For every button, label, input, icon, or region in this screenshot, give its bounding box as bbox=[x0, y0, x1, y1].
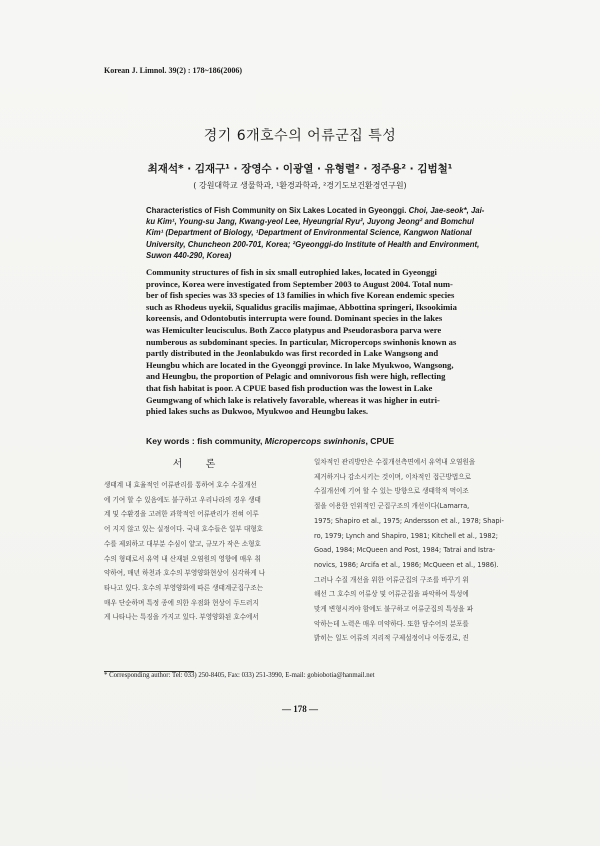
english-authors-3: Kim¹ bbox=[146, 228, 164, 238]
body-line: 어 지지 않고 있는 실정이다. 국내 호수들은 일부 대형호 bbox=[104, 525, 263, 534]
paper-title-korean: 경기 6개호수의 어류군집 특성 bbox=[203, 128, 397, 144]
section-heading-introduction: 서 론 bbox=[172, 459, 226, 470]
abstract bbox=[146, 267, 496, 418]
body-line: Goad, 1984; McQueen and Post, 1984; Tatrai and Istra- bbox=[314, 546, 496, 555]
body-line: 게 나타나는 특징을 가지고 있다. 부영양화된 호수에서 bbox=[104, 613, 259, 622]
abstract-line: Geumgwang of which lake is relatively favorable, whereas it was higher in eutri- bbox=[146, 394, 440, 405]
body-line: 수질개선에 기여 할 수 있는 방향으로 생태학적 먹이조 bbox=[314, 487, 469, 496]
abstract-line: such as Rhodeus uyekii, Squalidus gracilis majimae, Abbottina springeri, Iksookimia bbox=[146, 301, 457, 312]
english-title-line-3 bbox=[146, 227, 496, 238]
body-line: 제거하거나 감소시키는 것이며, 이차적인 접근방법으로 bbox=[314, 472, 471, 481]
abstract-line: phied lakes suchs as Dukwoo, Myukwoo and Heungbu lakes. bbox=[146, 406, 369, 417]
body-line: 밝히는 일도 어류의 지리적 구제설정이나 이동경로, 진 bbox=[314, 634, 469, 643]
body-line: 수를 제외하고 대부분 수심이 얕고, 규모가 작은 소형호 bbox=[104, 539, 261, 548]
body-line: 수의 형태로서 유역 내 산재된 오염원의 영향에 매우 취 bbox=[104, 554, 261, 563]
journal-reference: Korean J. Limnol. 39(2) : 178~186(2006) bbox=[104, 66, 243, 75]
body-line: 맞게 변형시켜야 함에도 불구하고 어류군집의 특성을 파 bbox=[314, 605, 474, 614]
body-line: 타나고 있다. 호수의 부영양화에 따른 생태계군집구조는 bbox=[104, 583, 264, 592]
body-line: 절을 이용한 인위적인 군집구조의 개선이다(Lamarra, bbox=[314, 502, 470, 511]
body-line: novics, 1986; Arcifa et al., 1986; McQueen et al., 1986). bbox=[314, 560, 499, 569]
english-paper-title: Characteristics of Fish Community on Six Lakes Located in Gyeonggi. bbox=[146, 206, 407, 215]
english-authors-1: Choi, Jae-seok*, Jai- bbox=[408, 206, 485, 215]
english-authors-2: ku Kim¹, Young-su Jang, Kwang-yeol Lee, Hyeungrial Ryu², Juyong Jeong² and Bomchul bbox=[146, 217, 474, 227]
body-line: 생태계 내 효율적인 어류관리를 통하여 호수 수질개선 bbox=[104, 481, 257, 489]
english-affiliation-3: Suwon 440-290, Korea) bbox=[146, 250, 232, 260]
body-line: 일차적인 관리방안은 수질개선측면에서 유역내 오염원을 bbox=[314, 458, 476, 466]
keywords bbox=[146, 436, 496, 446]
corresponding-author-footnote: * Corresponding author: Tel: 033) 250-8405, Fax: 033) 251-3990, E-mail: gobiobotia@hanmail.net bbox=[104, 672, 375, 679]
body-line: 악하는데 노력은 매우 미약하다. 또한 담수어의 분포를 bbox=[314, 619, 469, 628]
keywords-label: Key words : fish community, bbox=[146, 436, 265, 446]
body-line: 매우 단순하며 특정 종에 의한 우점화 현상이 두드러지 bbox=[104, 598, 259, 607]
abstract-line: partly distributed in the Jeonlabukdo was first recorded in Lake Wangsong and bbox=[146, 348, 439, 359]
body-line: 약하여, 매년 하천과 호수의 부영양화현상이 심각하게 나 bbox=[104, 569, 266, 578]
abstract-line: province, Korea were investigated from September 2003 to August 2004. Total num- bbox=[146, 278, 453, 289]
abstract-line: ber of fish species was 33 species of 13 families in which five Korean endemic species bbox=[146, 290, 455, 301]
body-line: 해선 그 호수의 어류상 및 어류군집을 파악하여 특성에 bbox=[314, 590, 469, 599]
page-number: — 178 — bbox=[282, 704, 318, 714]
english-affiliation-2: University, Chuncheon 200-701, Korea; ²Gyeonggi-do Institute of Health and Environment, bbox=[146, 239, 480, 249]
abstract-line: that fish habitat is poor. A CPUE based fish production was the lowest in Lake bbox=[146, 382, 433, 393]
body-line: 1975; Shapiro et al., 1975; Andersson et al., 1978; Shapi- bbox=[314, 516, 504, 525]
body-line: 에 기여 할 수 있음에도 불구하고 우리나라의 경우 생태 bbox=[104, 495, 261, 504]
affiliation-korean: ( 강원대학교 생물학과, ¹환경과학과, ²경기도보건환경연구원) bbox=[193, 181, 407, 190]
body-line: 계 및 수환경을 고려한 과학적인 어류관리가 전혀 이루 bbox=[104, 510, 259, 519]
abstract-line: Heungbu which are located in the Gyeonggi province. In lake Myukwoo, Wangsong, bbox=[146, 359, 454, 370]
abstract-line: numberous as subdominant species. In particular, Micropercops swinhonis known as bbox=[146, 336, 457, 347]
author-list: 최재석* · 김재구¹ · 장영수 · 이광열 · 유형렬² · 정주용² · 김범철¹ bbox=[147, 163, 453, 175]
abstract-line: and Heungbu, the proportion of Pelagic and omnivorous fish were high, reflecting bbox=[146, 371, 446, 382]
left-column bbox=[104, 455, 294, 625]
body-line: 그러나 수질 개선을 위한 어류군집의 구조를 바꾸기 위 bbox=[314, 575, 469, 584]
english-affiliation-1: (Department of Biology, ¹Department of Environmental Science, Kangwon National bbox=[165, 228, 472, 238]
abstract-line: Community structures of fish in six small eutrophied lakes, located in Gyeonggi bbox=[146, 267, 437, 277]
right-column bbox=[314, 455, 504, 646]
english-title-line-1 bbox=[146, 205, 496, 216]
keywords-tail: , CPUE bbox=[365, 436, 395, 446]
keywords-species: Micropercops swinhonis bbox=[264, 436, 366, 446]
abstract-line: was Hemiculter leucisculus. Both Zacco platypus and Pseudorasbora parva were bbox=[146, 324, 442, 335]
abstract-line: koreensis, and Odontobutis interrupta were found. Dominant species in the lakes bbox=[146, 313, 443, 324]
english-title-block bbox=[146, 205, 496, 261]
body-line: ro, 1979; Lynch and Shapiro, 1981; Kitchell et al., 1982; bbox=[314, 531, 499, 540]
